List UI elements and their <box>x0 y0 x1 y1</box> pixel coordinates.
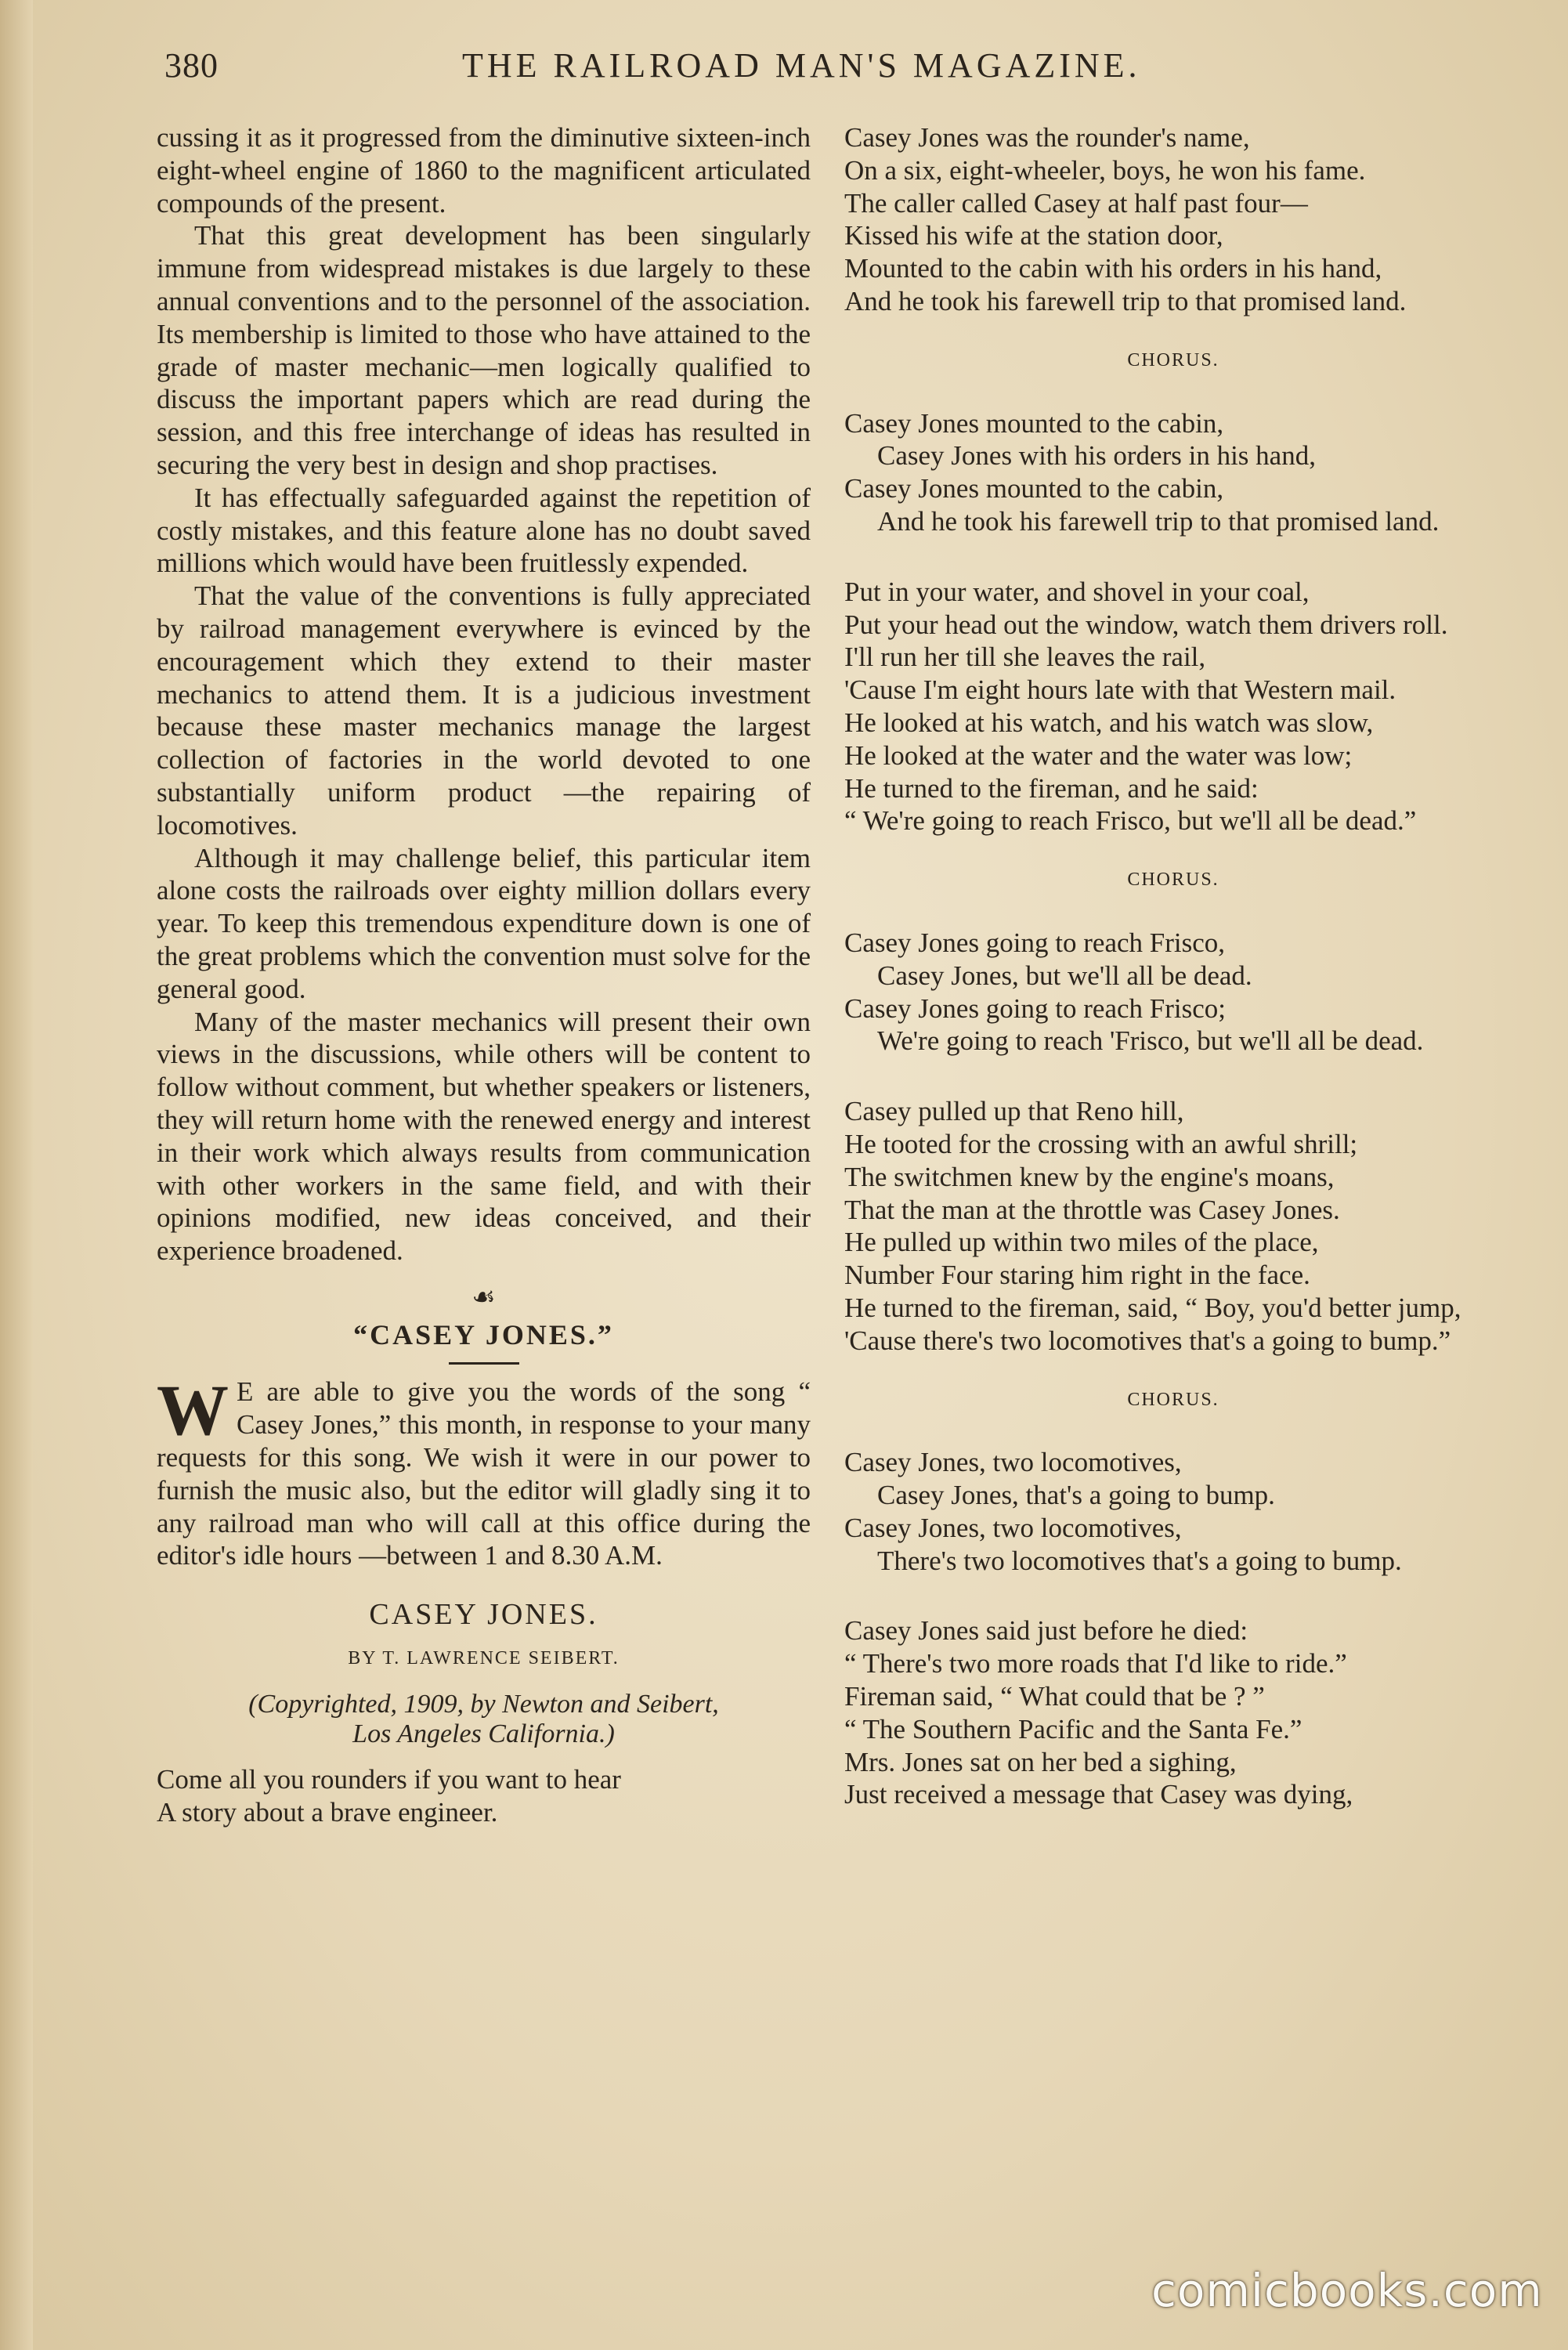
verse-opening <box>157 1763 811 1829</box>
chorus-line: Casey Jones mounted to the cabin, <box>844 473 1224 504</box>
chorus-line: Casey Jones, but we'll all be dead. <box>877 960 1252 991</box>
article-paragraph: That this great development has been singularly immune from widespread mistakes is due largely to these annual conventions and to the personnel of the association. Its membership is limited to those who have attained to the grade of master mechanic—men logically qualified to discuss the important papers which are read during the session, and this free interchange of ideas has resulted in securing the very best in design and shop practises. <box>157 220 811 480</box>
copyright-notice <box>157 1690 811 1749</box>
verse-line: He tooted for the crossing with an awful shrill; <box>844 1128 1358 1159</box>
verse-line: Put in your water, and shovel in your coal, <box>844 576 1310 607</box>
verse-line: That the man at the throttle was Casey Jones. <box>844 1194 1340 1225</box>
article-paragraph: cussing it as it progressed from the diminutive sixteen-inch eight-wheel engine of 1860 to the magnificent articulated compounds of the present. <box>157 122 811 219</box>
page-edge <box>0 0 33 2350</box>
verse-line: 'Cause there's two locomotives that's a going to bump.” <box>844 1325 1451 1356</box>
verse-line: Casey Jones said just before he died: <box>844 1615 1248 1647</box>
article-paragraph: That the value of the conventions is fully appreciated by railroad management everywhere is evinced by the encouragement which they extend to their master mechanics to attend them. It is a judicious investment because these master mechanics manage the largest collection of factories in the world devoted to one substantially uniform product —the repairing of locomotives. <box>157 580 811 841</box>
page-number: 380 <box>164 46 219 85</box>
verse-line: He pulled up within two miles of the place, <box>844 1227 1319 1258</box>
verse-line: Mounted to the cabin with his orders in his hand, <box>844 253 1382 284</box>
stanza-gap <box>844 1058 1502 1095</box>
chorus-label: CHORUS. <box>1127 1389 1219 1410</box>
copyright-line: Los Angeles California.) <box>352 1719 615 1748</box>
chorus-line: Casey Jones, two locomotives, <box>844 1512 1182 1543</box>
chorus-label: CHORUS. <box>1127 870 1219 891</box>
section-ornament: ☙ <box>471 1282 496 1312</box>
chorus-3 <box>844 1446 1502 1577</box>
right-column <box>844 121 1502 1811</box>
intro-paragraph <box>157 1370 811 1572</box>
song-byline: BY T. LAWRENCE SEIBERT. <box>348 1648 620 1669</box>
chorus-2 <box>844 927 1502 1058</box>
intro-text: E are able to give you the words of the song “ Casey Jones,” this month, in response to your many requests for this song. We wish it were in our power to furnish the music also, but the editor will gladly sing it to any railroad man who will call at this office during the editor's idle hours —between 1 and 8.30 A.M. <box>157 1376 811 1571</box>
verse-line: “ There's two more roads that I'd like to ride.” <box>844 1648 1347 1679</box>
verse-line: Fireman said, “ What could that be ? ” <box>844 1681 1265 1712</box>
chorus-line: And he took his farewell trip to that promised land. <box>877 505 1440 537</box>
article-paragraph: Although it may challenge belief, this particular item alone costs the railroads over eighty million dollars every year. To keep this tremendous expenditure down is one of the great problems which the convention must solve for the general good. <box>157 842 811 1004</box>
section-title: “CASEY JONES.” <box>353 1318 614 1350</box>
stanza-gap <box>844 1577 1502 1614</box>
verse-line: Just received a message that Casey was dying, <box>844 1779 1353 1810</box>
stanza-3 <box>844 1095 1502 1357</box>
song-title: CASEY JONES. <box>369 1598 598 1632</box>
verse-line: The switchmen knew by the engine's moans, <box>844 1161 1335 1192</box>
verse-line: And he took his farewell trip to that promised land. <box>844 285 1407 316</box>
chorus-line: Casey Jones with his orders in his hand, <box>877 440 1316 472</box>
verse-line: He looked at the water and the water was low; <box>844 739 1353 771</box>
drop-cap: W <box>157 1370 229 1451</box>
verse-line: He turned to the fireman, said, “ Boy, you'd better jump, <box>844 1292 1461 1323</box>
verse-line: “ The Southern Pacific and the Santa Fe.” <box>844 1713 1302 1744</box>
left-column <box>157 121 811 1828</box>
verse-line: Mrs. Jones sat on her bed a sighing, <box>844 1746 1237 1777</box>
stanza-gap <box>844 538 1502 576</box>
verse-line: “ We're going to reach Frisco, but we'll all be dead.” <box>844 805 1417 837</box>
stanza-1 <box>844 121 1502 318</box>
verse-line: 'Cause I'm eight hours late with that Western mail. <box>844 674 1396 706</box>
verse-line: Number Four staring him right in the face. <box>844 1260 1310 1291</box>
watermark: comicbooks.com <box>1151 2264 1543 2317</box>
verse-line: Casey Jones was the rounder's name, <box>844 122 1250 153</box>
verse-line: Come all you rounders if you want to hear <box>157 1763 621 1795</box>
chorus-line: Casey Jones going to reach Frisco; <box>844 992 1226 1024</box>
page-header <box>164 45 1496 100</box>
chorus-line: Casey Jones mounted to the cabin, <box>844 407 1224 439</box>
article-paragraph: Many of the master mechanics will present their own views in the discussions, while others will be content to follow without comment, but whether speakers or listeners, they will return home with the renewed energy and interest in their work which always results from communication with other workers in the same field, and with their opinions modified, new ideas conceived, and their experience broadened. <box>157 1006 811 1267</box>
chorus-line: Casey Jones, two locomotives, <box>844 1447 1182 1478</box>
chorus-line: We're going to reach 'Frisco, but we'll all be dead. <box>877 1025 1424 1057</box>
stanza-2 <box>844 576 1502 837</box>
article-paragraph: It has effectually safeguarded against the repetition of costly mistakes, and this feature alone has no doubt saved millions which would have been fruitlessly expended. <box>157 482 811 579</box>
chorus-label: CHORUS. <box>1127 349 1219 371</box>
verse-line: He looked at his watch, and his watch was slow, <box>844 707 1374 738</box>
chorus-1 <box>844 407 1502 538</box>
verse-line: Kissed his wife at the station door, <box>844 220 1223 251</box>
title-rule <box>449 1362 519 1365</box>
stanza-4 <box>844 1614 1502 1811</box>
chorus-line: There's two locomotives that's a going to bump. <box>877 1545 1402 1576</box>
running-head: THE RAILROAD MAN'S MAGAZINE. <box>462 46 1141 85</box>
verse-line: On a six, eight-wheeler, boys, he won his fame. <box>844 154 1366 186</box>
chorus-line: Casey Jones going to reach Frisco, <box>844 927 1226 958</box>
verse-line: Put your head out the window, watch them drivers roll. <box>844 609 1448 640</box>
chorus-line: Casey Jones, that's a going to bump. <box>877 1480 1275 1511</box>
verse-line: The caller called Casey at half past four— <box>844 187 1308 219</box>
verse-line: I'll run her till she leaves the rail, <box>844 642 1206 673</box>
verse-line: He turned to the fireman, and he said: <box>844 772 1259 804</box>
verse-line: A story about a brave engineer. <box>157 1796 498 1828</box>
verse-line: Casey pulled up that Reno hill, <box>844 1096 1184 1127</box>
copyright-line: (Copyrighted, 1909, by Newton and Seibert, <box>248 1689 719 1719</box>
